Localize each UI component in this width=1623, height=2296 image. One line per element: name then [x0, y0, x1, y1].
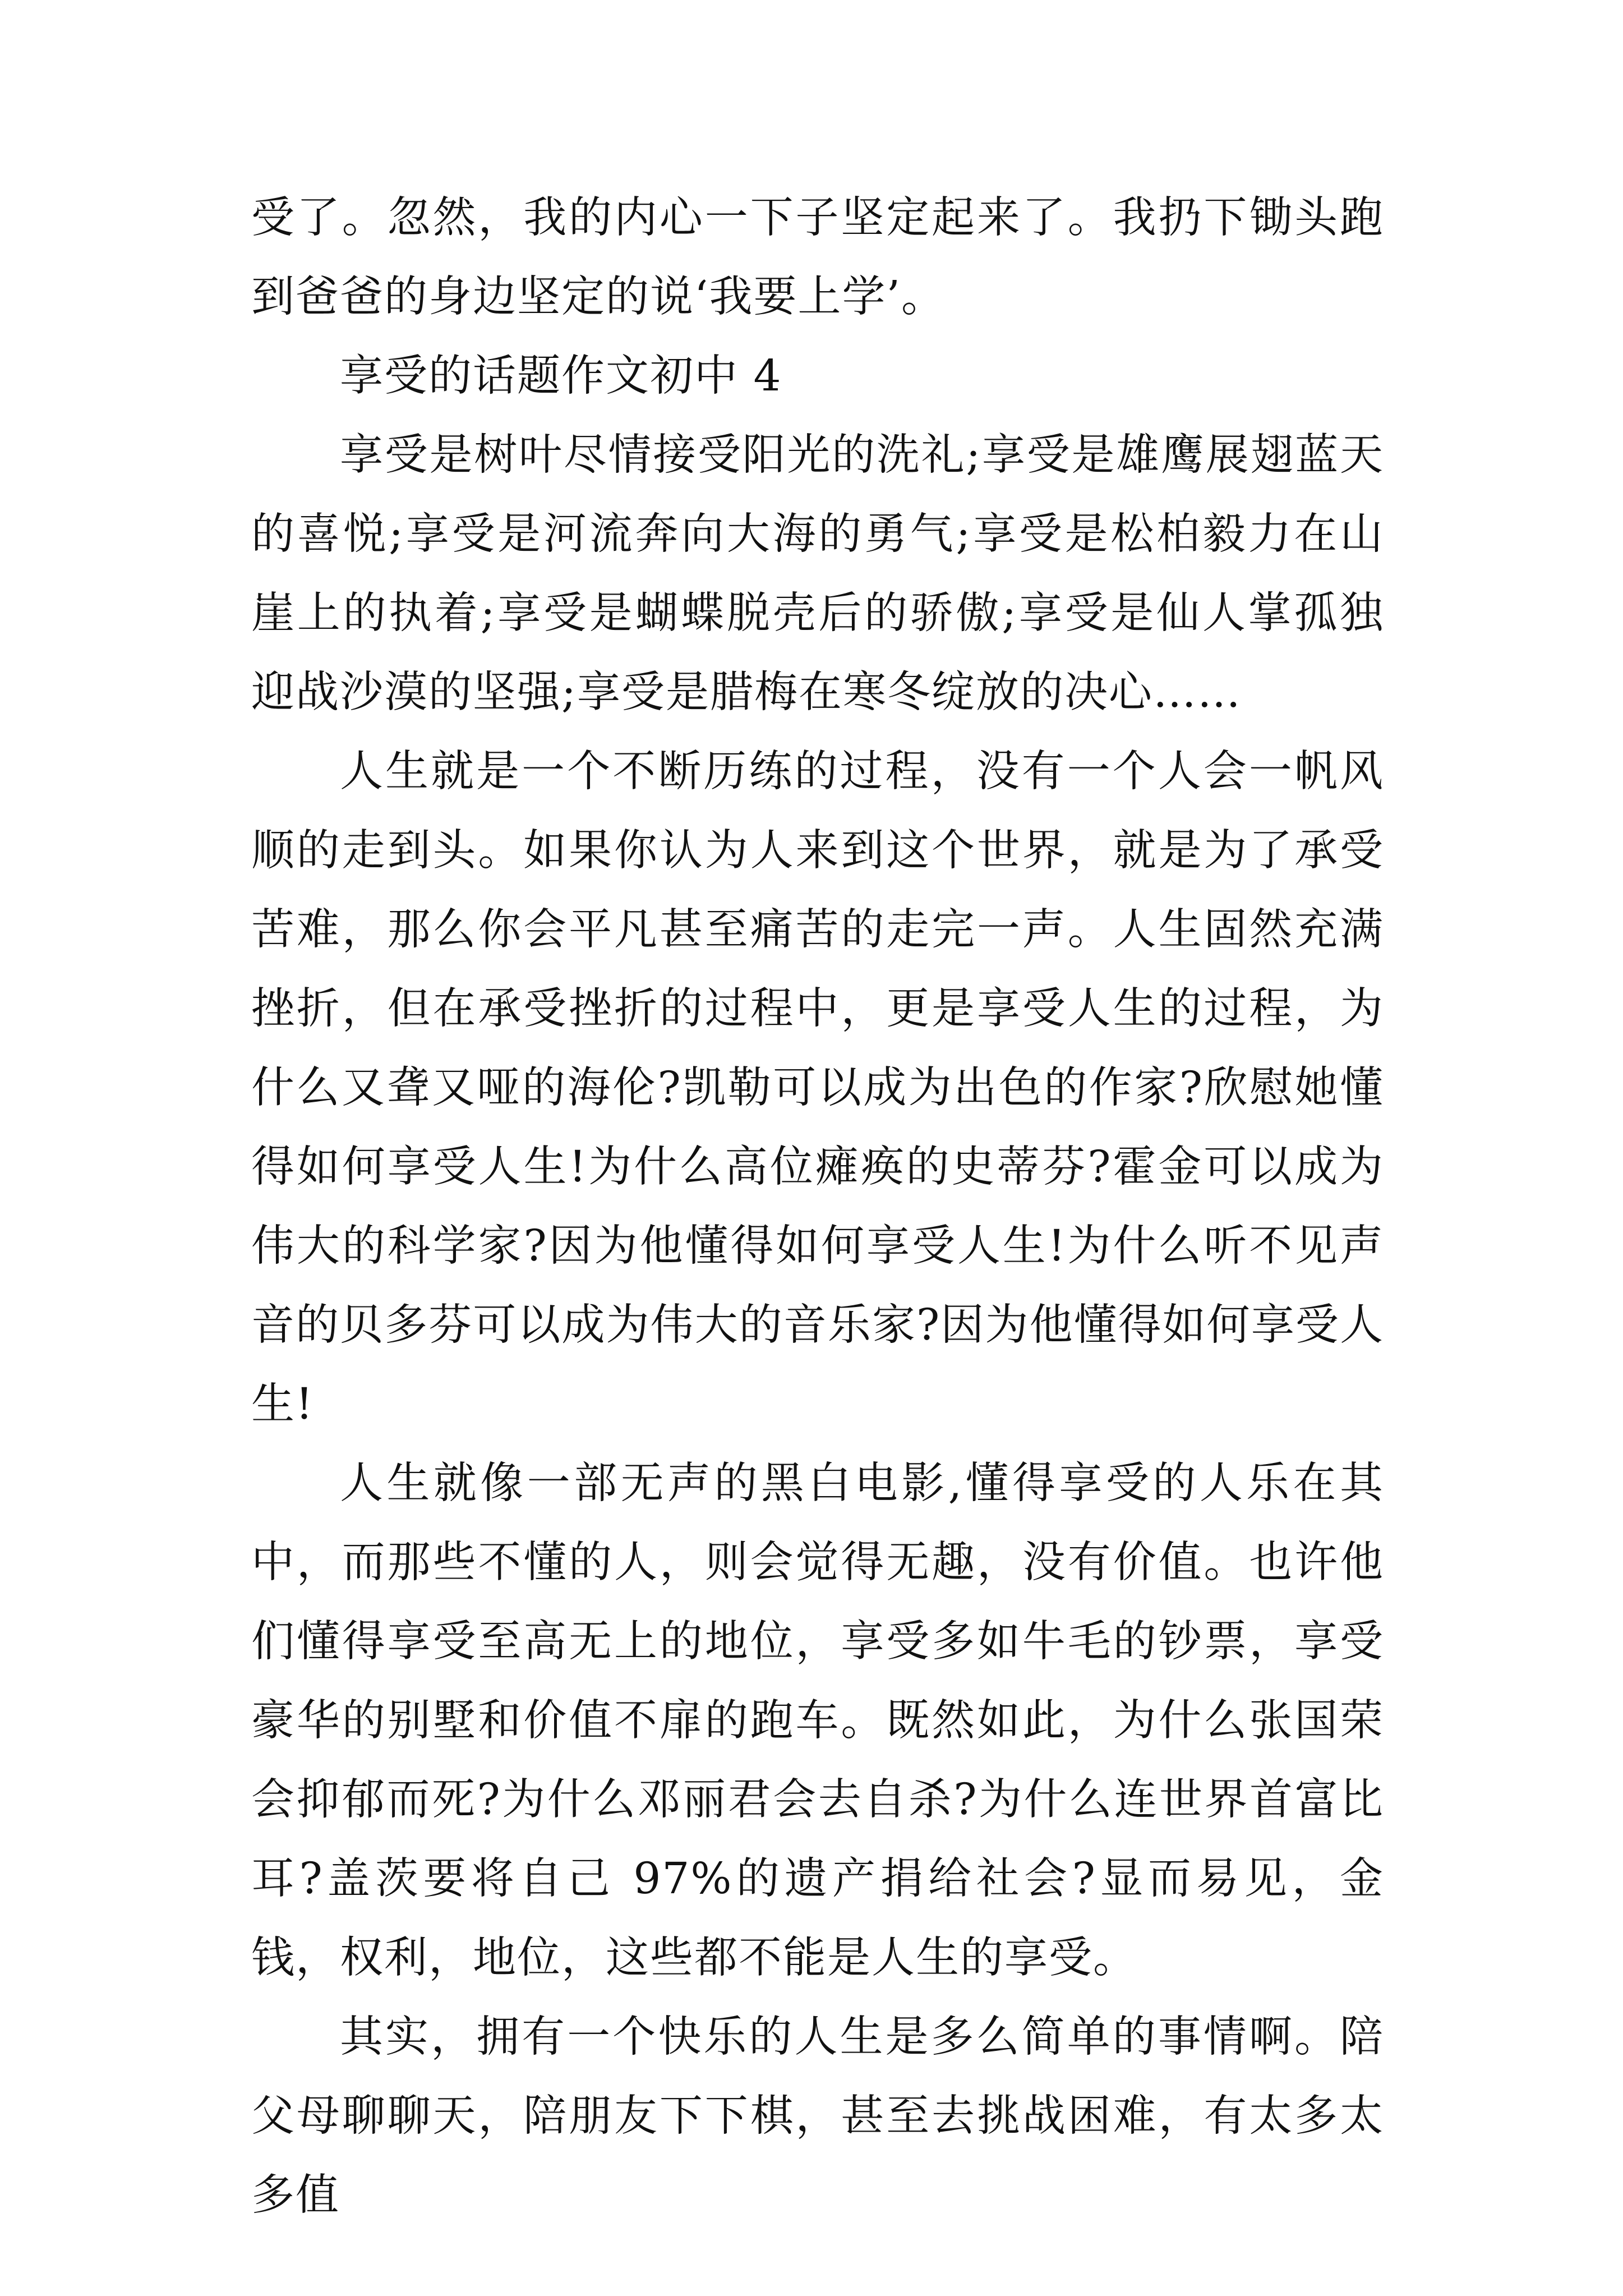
paragraph-enjoyment-metaphors: 享受是树叶尽情接受阳光的洗礼;享受是雄鹰展翅蓝天的喜悦;享受是河流奔向大海的勇气;享受是松柏毅力在山崖上的执着;享受是蝴蝶脱壳后的骄傲;享受是仙人掌孤独迎战沙漠的坚强;享受是腊梅在寒冬绽放的决心……	[251, 430, 1384, 717]
paragraph-simple-happiness: 其实，拥有一个快乐的人生是多么简单的事情啊。陪父母聊聊天，陪朋友下下棋，甚至去挑战困难，有太多太多值	[251, 2012, 1384, 2220]
document-body	[251, 178, 1384, 2235]
paragraph-silent-film: 人生就像一部无声的黑白电影,懂得享受的人乐在其中，而那些不懂的人，则会觉得无趣，没有价值。也许他们懂得享受至高无上的地位，享受多如牛毛的钞票，享受豪华的别墅和价值不扉的跑车。既然如此，为什么张国荣会抑郁而死?为什么邓丽君会去自杀?为什么连世界首富比耳?盖茨要将自己 97%的遗产捐给社会?显而易见，金钱，权利，地位，这些都不能是人生的享受。	[251, 1458, 1384, 1983]
section-heading: 享受的话题作文初中 4	[340, 351, 782, 401]
paragraph-continuation: 受了。忽然，我的内心一下子坚定起来了。我扔下锄头跑到爸爸的身边坚定的说‘我要上学’。	[251, 193, 1384, 322]
paragraph-life-process: 人生就是一个不断历练的过程，没有一个人会一帆风顺的走到头。如果你认为人来到这个世界，就是为了承受苦难，那么你会平凡甚至痛苦的走完一声。人生固然充满挫折，但在承受挫折的过程中，更是享受人生的过程，为什么又聋又哑的海伦?凯勒可以成为出色的作家?欣慰她懂得如何享受人生!为什么高位瘫痪的史蒂芬?霍金可以成为伟大的科学家?因为他懂得如何享受人生!为什么听不见声音的贝多芬可以成为伟大的音乐家?因为他懂得如何享受人生!	[251, 747, 1384, 1429]
